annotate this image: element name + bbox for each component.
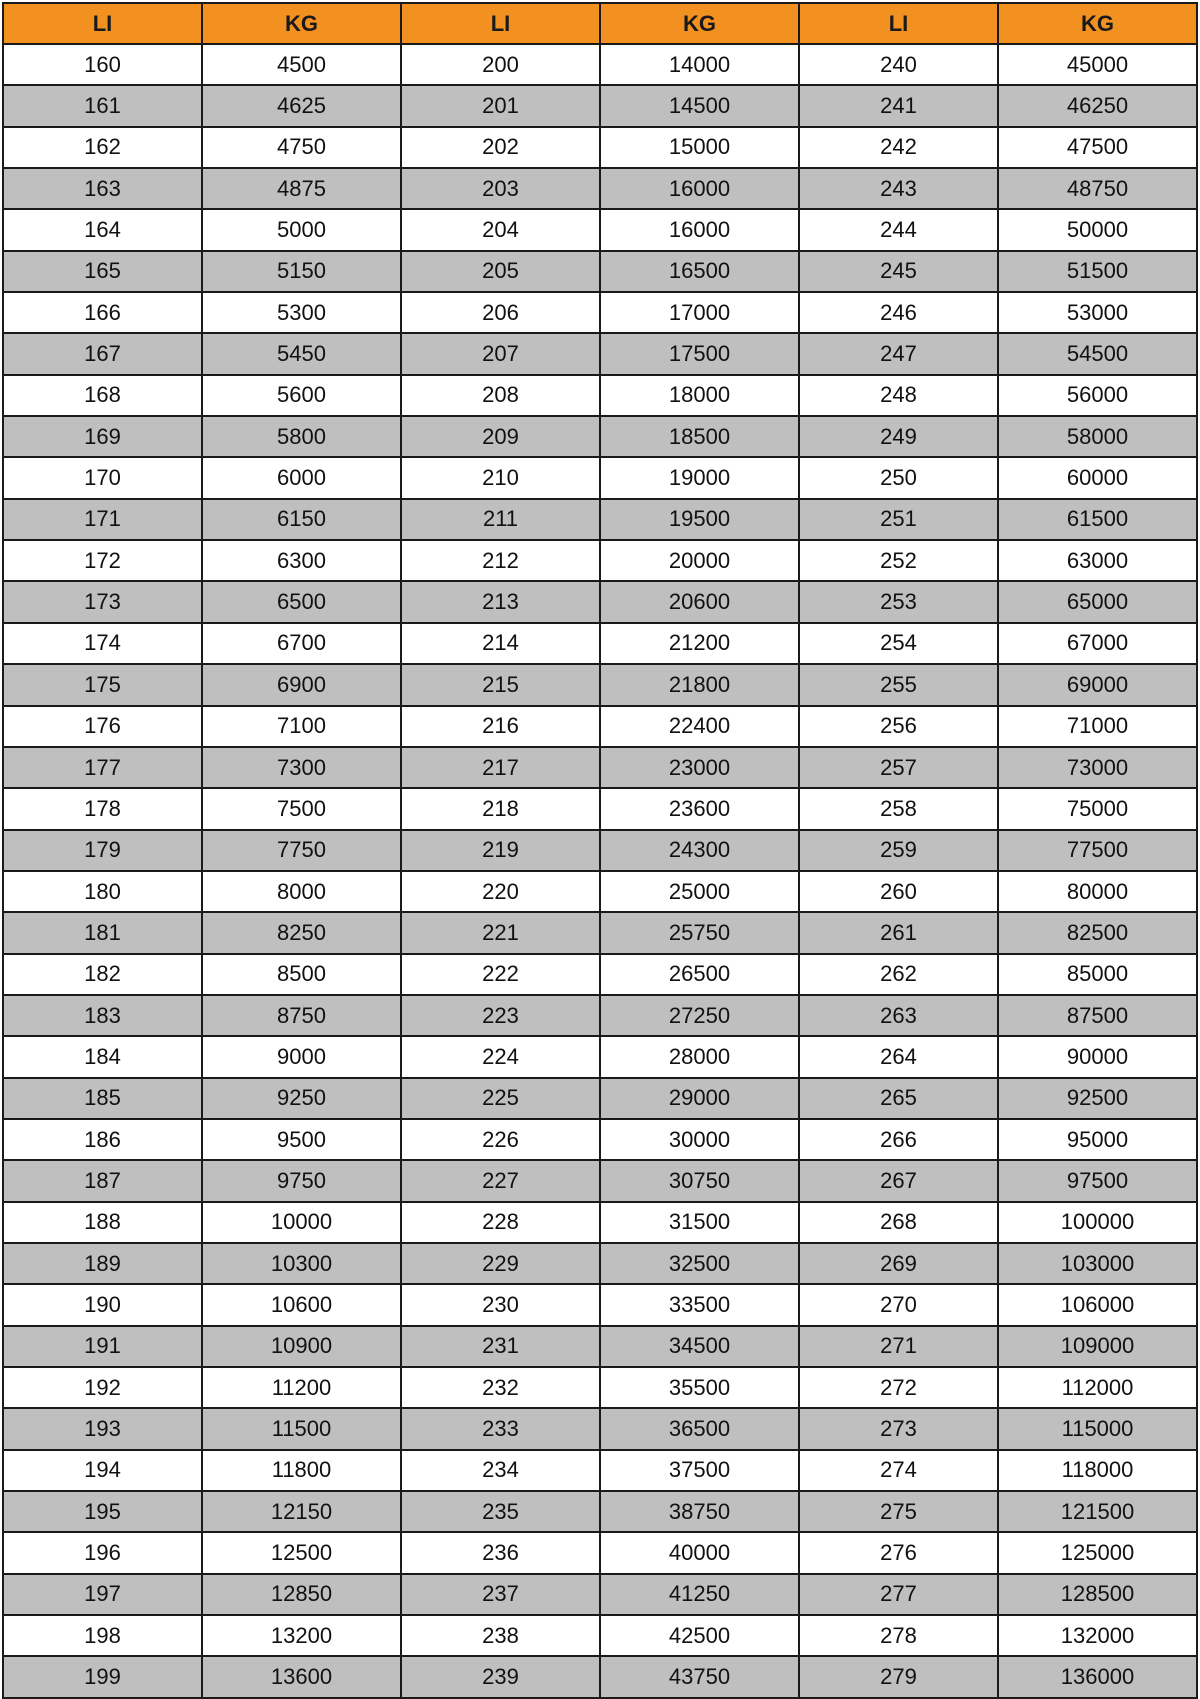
cell-li-1: 164 bbox=[3, 209, 202, 250]
header-kg-3: KG bbox=[998, 3, 1197, 44]
cell-kg-1: 12850 bbox=[202, 1574, 401, 1615]
cell-li-2: 233 bbox=[401, 1408, 600, 1449]
cell-kg-2: 40000 bbox=[600, 1532, 799, 1573]
cell-kg-2: 27250 bbox=[600, 995, 799, 1036]
table-row bbox=[3, 1367, 1197, 1408]
cell-li-2: 213 bbox=[401, 581, 600, 622]
cell-kg-1: 5150 bbox=[202, 251, 401, 292]
cell-li-2: 239 bbox=[401, 1656, 600, 1697]
cell-kg-1: 6700 bbox=[202, 623, 401, 664]
cell-kg-3: 80000 bbox=[998, 871, 1197, 912]
cell-kg-2: 23600 bbox=[600, 788, 799, 829]
cell-li-1: 187 bbox=[3, 1160, 202, 1201]
cell-li-1: 174 bbox=[3, 623, 202, 664]
cell-li-2: 238 bbox=[401, 1615, 600, 1656]
table-row bbox=[3, 1036, 1197, 1077]
cell-kg-2: 25750 bbox=[600, 912, 799, 953]
header-li-3: LI bbox=[799, 3, 998, 44]
table-row bbox=[3, 1656, 1197, 1697]
cell-kg-3: 85000 bbox=[998, 954, 1197, 995]
cell-li-2: 223 bbox=[401, 995, 600, 1036]
cell-kg-1: 11200 bbox=[202, 1367, 401, 1408]
cell-li-2: 225 bbox=[401, 1078, 600, 1119]
cell-li-3: 261 bbox=[799, 912, 998, 953]
cell-li-1: 195 bbox=[3, 1491, 202, 1532]
table-row bbox=[3, 127, 1197, 168]
cell-li-1: 188 bbox=[3, 1202, 202, 1243]
table-row bbox=[3, 44, 1197, 85]
cell-kg-3: 128500 bbox=[998, 1574, 1197, 1615]
cell-kg-3: 46250 bbox=[998, 85, 1197, 126]
table-row bbox=[3, 1243, 1197, 1284]
table-row bbox=[3, 1532, 1197, 1573]
cell-li-2: 227 bbox=[401, 1160, 600, 1201]
table-body bbox=[3, 44, 1197, 1698]
cell-li-1: 173 bbox=[3, 581, 202, 622]
cell-kg-3: 90000 bbox=[998, 1036, 1197, 1077]
cell-li-2: 216 bbox=[401, 706, 600, 747]
cell-li-2: 204 bbox=[401, 209, 600, 250]
cell-li-1: 165 bbox=[3, 251, 202, 292]
cell-li-3: 242 bbox=[799, 127, 998, 168]
cell-kg-2: 18500 bbox=[600, 416, 799, 457]
header-li-1: LI bbox=[3, 3, 202, 44]
cell-li-3: 266 bbox=[799, 1119, 998, 1160]
cell-li-3: 262 bbox=[799, 954, 998, 995]
table-row bbox=[3, 1284, 1197, 1325]
cell-li-3: 258 bbox=[799, 788, 998, 829]
cell-li-2: 202 bbox=[401, 127, 600, 168]
load-index-table bbox=[2, 2, 1198, 1699]
cell-kg-2: 37500 bbox=[600, 1450, 799, 1491]
cell-li-3: 255 bbox=[799, 664, 998, 705]
cell-kg-3: 54500 bbox=[998, 333, 1197, 374]
cell-kg-2: 29000 bbox=[600, 1078, 799, 1119]
cell-kg-3: 67000 bbox=[998, 623, 1197, 664]
cell-li-2: 231 bbox=[401, 1326, 600, 1367]
cell-kg-1: 8500 bbox=[202, 954, 401, 995]
cell-li-2: 205 bbox=[401, 251, 600, 292]
table-row bbox=[3, 1450, 1197, 1491]
cell-kg-1: 9250 bbox=[202, 1078, 401, 1119]
cell-kg-3: 118000 bbox=[998, 1450, 1197, 1491]
cell-kg-2: 16500 bbox=[600, 251, 799, 292]
cell-kg-3: 61500 bbox=[998, 499, 1197, 540]
cell-li-1: 189 bbox=[3, 1243, 202, 1284]
cell-li-3: 252 bbox=[799, 540, 998, 581]
header-li-2: LI bbox=[401, 3, 600, 44]
cell-kg-2: 41250 bbox=[600, 1574, 799, 1615]
table-row bbox=[3, 1615, 1197, 1656]
cell-kg-2: 42500 bbox=[600, 1615, 799, 1656]
table-row bbox=[3, 209, 1197, 250]
cell-kg-3: 109000 bbox=[998, 1326, 1197, 1367]
cell-kg-2: 20000 bbox=[600, 540, 799, 581]
table-row bbox=[3, 954, 1197, 995]
cell-kg-1: 7750 bbox=[202, 830, 401, 871]
cell-kg-1: 8750 bbox=[202, 995, 401, 1036]
table-row bbox=[3, 499, 1197, 540]
cell-kg-3: 73000 bbox=[998, 747, 1197, 788]
cell-kg-3: 112000 bbox=[998, 1367, 1197, 1408]
cell-li-1: 161 bbox=[3, 85, 202, 126]
cell-li-1: 160 bbox=[3, 44, 202, 85]
cell-li-1: 193 bbox=[3, 1408, 202, 1449]
cell-li-3: 269 bbox=[799, 1243, 998, 1284]
cell-li-1: 172 bbox=[3, 540, 202, 581]
cell-kg-2: 21800 bbox=[600, 664, 799, 705]
cell-li-3: 270 bbox=[799, 1284, 998, 1325]
cell-li-1: 197 bbox=[3, 1574, 202, 1615]
cell-li-1: 170 bbox=[3, 457, 202, 498]
cell-li-3: 279 bbox=[799, 1656, 998, 1697]
cell-li-2: 220 bbox=[401, 871, 600, 912]
cell-kg-3: 63000 bbox=[998, 540, 1197, 581]
cell-li-2: 235 bbox=[401, 1491, 600, 1532]
cell-kg-3: 47500 bbox=[998, 127, 1197, 168]
cell-li-1: 191 bbox=[3, 1326, 202, 1367]
cell-kg-3: 77500 bbox=[998, 830, 1197, 871]
cell-kg-2: 30750 bbox=[600, 1160, 799, 1201]
cell-li-2: 222 bbox=[401, 954, 600, 995]
table-row bbox=[3, 623, 1197, 664]
cell-kg-2: 17000 bbox=[600, 292, 799, 333]
table-row bbox=[3, 1160, 1197, 1201]
cell-kg-2: 28000 bbox=[600, 1036, 799, 1077]
cell-kg-3: 50000 bbox=[998, 209, 1197, 250]
table-row bbox=[3, 251, 1197, 292]
cell-kg-2: 20600 bbox=[600, 581, 799, 622]
table-row bbox=[3, 1408, 1197, 1449]
table-row bbox=[3, 85, 1197, 126]
cell-kg-2: 21200 bbox=[600, 623, 799, 664]
cell-li-1: 198 bbox=[3, 1615, 202, 1656]
cell-kg-2: 34500 bbox=[600, 1326, 799, 1367]
cell-kg-2: 16000 bbox=[600, 168, 799, 209]
cell-li-2: 234 bbox=[401, 1450, 600, 1491]
cell-kg-1: 5300 bbox=[202, 292, 401, 333]
cell-li-2: 206 bbox=[401, 292, 600, 333]
cell-kg-1: 9750 bbox=[202, 1160, 401, 1201]
cell-kg-2: 38750 bbox=[600, 1491, 799, 1532]
cell-kg-3: 45000 bbox=[998, 44, 1197, 85]
cell-li-3: 256 bbox=[799, 706, 998, 747]
cell-kg-3: 71000 bbox=[998, 706, 1197, 747]
cell-kg-2: 24300 bbox=[600, 830, 799, 871]
table-row bbox=[3, 747, 1197, 788]
cell-kg-2: 32500 bbox=[600, 1243, 799, 1284]
table-row bbox=[3, 830, 1197, 871]
cell-li-3: 243 bbox=[799, 168, 998, 209]
cell-kg-3: 48750 bbox=[998, 168, 1197, 209]
cell-kg-2: 19000 bbox=[600, 457, 799, 498]
cell-kg-1: 10300 bbox=[202, 1243, 401, 1284]
cell-kg-1: 7500 bbox=[202, 788, 401, 829]
cell-kg-2: 16000 bbox=[600, 209, 799, 250]
cell-li-2: 210 bbox=[401, 457, 600, 498]
cell-li-1: 194 bbox=[3, 1450, 202, 1491]
cell-li-2: 203 bbox=[401, 168, 600, 209]
table-row bbox=[3, 788, 1197, 829]
cell-kg-1: 6500 bbox=[202, 581, 401, 622]
cell-kg-3: 115000 bbox=[998, 1408, 1197, 1449]
cell-li-3: 259 bbox=[799, 830, 998, 871]
cell-kg-3: 92500 bbox=[998, 1078, 1197, 1119]
cell-kg-1: 10600 bbox=[202, 1284, 401, 1325]
cell-kg-1: 4875 bbox=[202, 168, 401, 209]
cell-li-3: 250 bbox=[799, 457, 998, 498]
cell-li-1: 162 bbox=[3, 127, 202, 168]
table-row bbox=[3, 995, 1197, 1036]
cell-li-1: 171 bbox=[3, 499, 202, 540]
cell-kg-1: 10000 bbox=[202, 1202, 401, 1243]
table-row bbox=[3, 375, 1197, 416]
cell-li-1: 181 bbox=[3, 912, 202, 953]
cell-li-2: 230 bbox=[401, 1284, 600, 1325]
table-row bbox=[3, 1491, 1197, 1532]
cell-li-3: 274 bbox=[799, 1450, 998, 1491]
cell-kg-3: 95000 bbox=[998, 1119, 1197, 1160]
cell-li-3: 240 bbox=[799, 44, 998, 85]
cell-kg-1: 12500 bbox=[202, 1532, 401, 1573]
cell-kg-1: 13200 bbox=[202, 1615, 401, 1656]
cell-li-3: 245 bbox=[799, 251, 998, 292]
cell-kg-1: 10900 bbox=[202, 1326, 401, 1367]
cell-kg-1: 5000 bbox=[202, 209, 401, 250]
cell-li-3: 251 bbox=[799, 499, 998, 540]
cell-kg-3: 65000 bbox=[998, 581, 1197, 622]
header-kg-2: KG bbox=[600, 3, 799, 44]
cell-kg-2: 36500 bbox=[600, 1408, 799, 1449]
cell-kg-3: 56000 bbox=[998, 375, 1197, 416]
cell-li-2: 200 bbox=[401, 44, 600, 85]
cell-kg-3: 53000 bbox=[998, 292, 1197, 333]
cell-li-1: 192 bbox=[3, 1367, 202, 1408]
cell-li-3: 267 bbox=[799, 1160, 998, 1201]
cell-li-2: 212 bbox=[401, 540, 600, 581]
cell-li-1: 176 bbox=[3, 706, 202, 747]
cell-kg-2: 31500 bbox=[600, 1202, 799, 1243]
cell-li-3: 263 bbox=[799, 995, 998, 1036]
cell-kg-3: 132000 bbox=[998, 1615, 1197, 1656]
cell-kg-1: 6150 bbox=[202, 499, 401, 540]
cell-kg-1: 6000 bbox=[202, 457, 401, 498]
cell-li-3: 248 bbox=[799, 375, 998, 416]
cell-kg-1: 6900 bbox=[202, 664, 401, 705]
cell-kg-1: 13600 bbox=[202, 1656, 401, 1697]
table-row bbox=[3, 1078, 1197, 1119]
cell-li-1: 184 bbox=[3, 1036, 202, 1077]
cell-li-2: 219 bbox=[401, 830, 600, 871]
cell-kg-1: 11500 bbox=[202, 1408, 401, 1449]
cell-kg-1: 6300 bbox=[202, 540, 401, 581]
cell-kg-3: 100000 bbox=[998, 1202, 1197, 1243]
cell-li-3: 254 bbox=[799, 623, 998, 664]
cell-li-2: 221 bbox=[401, 912, 600, 953]
cell-li-2: 228 bbox=[401, 1202, 600, 1243]
header-kg-1: KG bbox=[202, 3, 401, 44]
table-row bbox=[3, 457, 1197, 498]
cell-li-2: 218 bbox=[401, 788, 600, 829]
cell-li-3: 273 bbox=[799, 1408, 998, 1449]
cell-li-3: 260 bbox=[799, 871, 998, 912]
cell-li-1: 190 bbox=[3, 1284, 202, 1325]
cell-kg-2: 25000 bbox=[600, 871, 799, 912]
cell-kg-3: 60000 bbox=[998, 457, 1197, 498]
cell-kg-1: 12150 bbox=[202, 1491, 401, 1532]
cell-li-3: 249 bbox=[799, 416, 998, 457]
cell-li-1: 177 bbox=[3, 747, 202, 788]
cell-li-1: 180 bbox=[3, 871, 202, 912]
cell-kg-2: 14000 bbox=[600, 44, 799, 85]
cell-li-3: 264 bbox=[799, 1036, 998, 1077]
cell-li-3: 257 bbox=[799, 747, 998, 788]
cell-kg-3: 51500 bbox=[998, 251, 1197, 292]
cell-li-1: 169 bbox=[3, 416, 202, 457]
table-row bbox=[3, 1326, 1197, 1367]
cell-li-3: 278 bbox=[799, 1615, 998, 1656]
cell-li-2: 214 bbox=[401, 623, 600, 664]
cell-kg-1: 9500 bbox=[202, 1119, 401, 1160]
cell-li-2: 224 bbox=[401, 1036, 600, 1077]
table-row bbox=[3, 1202, 1197, 1243]
cell-li-3: 247 bbox=[799, 333, 998, 374]
load-index-table-container bbox=[2, 2, 1198, 1699]
cell-kg-2: 17500 bbox=[600, 333, 799, 374]
cell-kg-3: 121500 bbox=[998, 1491, 1197, 1532]
cell-kg-2: 43750 bbox=[600, 1656, 799, 1697]
cell-kg-2: 18000 bbox=[600, 375, 799, 416]
cell-li-1: 199 bbox=[3, 1656, 202, 1697]
cell-kg-2: 19500 bbox=[600, 499, 799, 540]
table-row bbox=[3, 333, 1197, 374]
table-row bbox=[3, 664, 1197, 705]
cell-li-2: 232 bbox=[401, 1367, 600, 1408]
cell-li-2: 217 bbox=[401, 747, 600, 788]
cell-li-1: 196 bbox=[3, 1532, 202, 1573]
cell-li-1: 163 bbox=[3, 168, 202, 209]
cell-kg-3: 136000 bbox=[998, 1656, 1197, 1697]
cell-kg-2: 23000 bbox=[600, 747, 799, 788]
cell-kg-1: 5800 bbox=[202, 416, 401, 457]
cell-kg-3: 106000 bbox=[998, 1284, 1197, 1325]
cell-li-2: 229 bbox=[401, 1243, 600, 1284]
cell-li-2: 237 bbox=[401, 1574, 600, 1615]
cell-kg-2: 15000 bbox=[600, 127, 799, 168]
cell-kg-3: 82500 bbox=[998, 912, 1197, 953]
table-row bbox=[3, 540, 1197, 581]
cell-kg-1: 5600 bbox=[202, 375, 401, 416]
cell-kg-3: 87500 bbox=[998, 995, 1197, 1036]
cell-kg-2: 30000 bbox=[600, 1119, 799, 1160]
header-row bbox=[3, 3, 1197, 44]
cell-kg-1: 11800 bbox=[202, 1450, 401, 1491]
cell-li-2: 208 bbox=[401, 375, 600, 416]
cell-kg-2: 35500 bbox=[600, 1367, 799, 1408]
cell-kg-3: 75000 bbox=[998, 788, 1197, 829]
table-row bbox=[3, 871, 1197, 912]
table-row bbox=[3, 1574, 1197, 1615]
cell-li-3: 241 bbox=[799, 85, 998, 126]
cell-li-1: 167 bbox=[3, 333, 202, 374]
cell-kg-1: 8000 bbox=[202, 871, 401, 912]
cell-li-1: 183 bbox=[3, 995, 202, 1036]
cell-li-1: 185 bbox=[3, 1078, 202, 1119]
cell-li-1: 182 bbox=[3, 954, 202, 995]
cell-li-3: 244 bbox=[799, 209, 998, 250]
cell-kg-2: 33500 bbox=[600, 1284, 799, 1325]
table-row bbox=[3, 912, 1197, 953]
cell-kg-3: 125000 bbox=[998, 1532, 1197, 1573]
cell-kg-3: 69000 bbox=[998, 664, 1197, 705]
cell-li-3: 272 bbox=[799, 1367, 998, 1408]
cell-kg-3: 97500 bbox=[998, 1160, 1197, 1201]
cell-li-3: 277 bbox=[799, 1574, 998, 1615]
cell-li-2: 207 bbox=[401, 333, 600, 374]
cell-li-1: 175 bbox=[3, 664, 202, 705]
cell-li-3: 265 bbox=[799, 1078, 998, 1119]
table-row bbox=[3, 292, 1197, 333]
cell-kg-1: 5450 bbox=[202, 333, 401, 374]
table-row bbox=[3, 706, 1197, 747]
cell-kg-1: 7100 bbox=[202, 706, 401, 747]
table-row bbox=[3, 416, 1197, 457]
table-row bbox=[3, 168, 1197, 209]
cell-kg-1: 4500 bbox=[202, 44, 401, 85]
cell-li-3: 275 bbox=[799, 1491, 998, 1532]
table-row bbox=[3, 581, 1197, 622]
cell-li-1: 178 bbox=[3, 788, 202, 829]
cell-li-2: 211 bbox=[401, 499, 600, 540]
cell-kg-1: 7300 bbox=[202, 747, 401, 788]
cell-li-1: 168 bbox=[3, 375, 202, 416]
cell-li-3: 268 bbox=[799, 1202, 998, 1243]
cell-li-2: 226 bbox=[401, 1119, 600, 1160]
cell-kg-3: 58000 bbox=[998, 416, 1197, 457]
cell-li-3: 271 bbox=[799, 1326, 998, 1367]
cell-kg-1: 4625 bbox=[202, 85, 401, 126]
cell-kg-2: 14500 bbox=[600, 85, 799, 126]
cell-li-1: 186 bbox=[3, 1119, 202, 1160]
cell-kg-1: 9000 bbox=[202, 1036, 401, 1077]
cell-kg-2: 22400 bbox=[600, 706, 799, 747]
cell-li-2: 215 bbox=[401, 664, 600, 705]
cell-li-2: 201 bbox=[401, 85, 600, 126]
cell-li-1: 179 bbox=[3, 830, 202, 871]
cell-li-2: 209 bbox=[401, 416, 600, 457]
cell-li-3: 253 bbox=[799, 581, 998, 622]
cell-li-2: 236 bbox=[401, 1532, 600, 1573]
cell-kg-2: 26500 bbox=[600, 954, 799, 995]
cell-li-3: 276 bbox=[799, 1532, 998, 1573]
cell-kg-1: 4750 bbox=[202, 127, 401, 168]
cell-li-3: 246 bbox=[799, 292, 998, 333]
cell-li-1: 166 bbox=[3, 292, 202, 333]
cell-kg-3: 103000 bbox=[998, 1243, 1197, 1284]
cell-kg-1: 8250 bbox=[202, 912, 401, 953]
table-row bbox=[3, 1119, 1197, 1160]
